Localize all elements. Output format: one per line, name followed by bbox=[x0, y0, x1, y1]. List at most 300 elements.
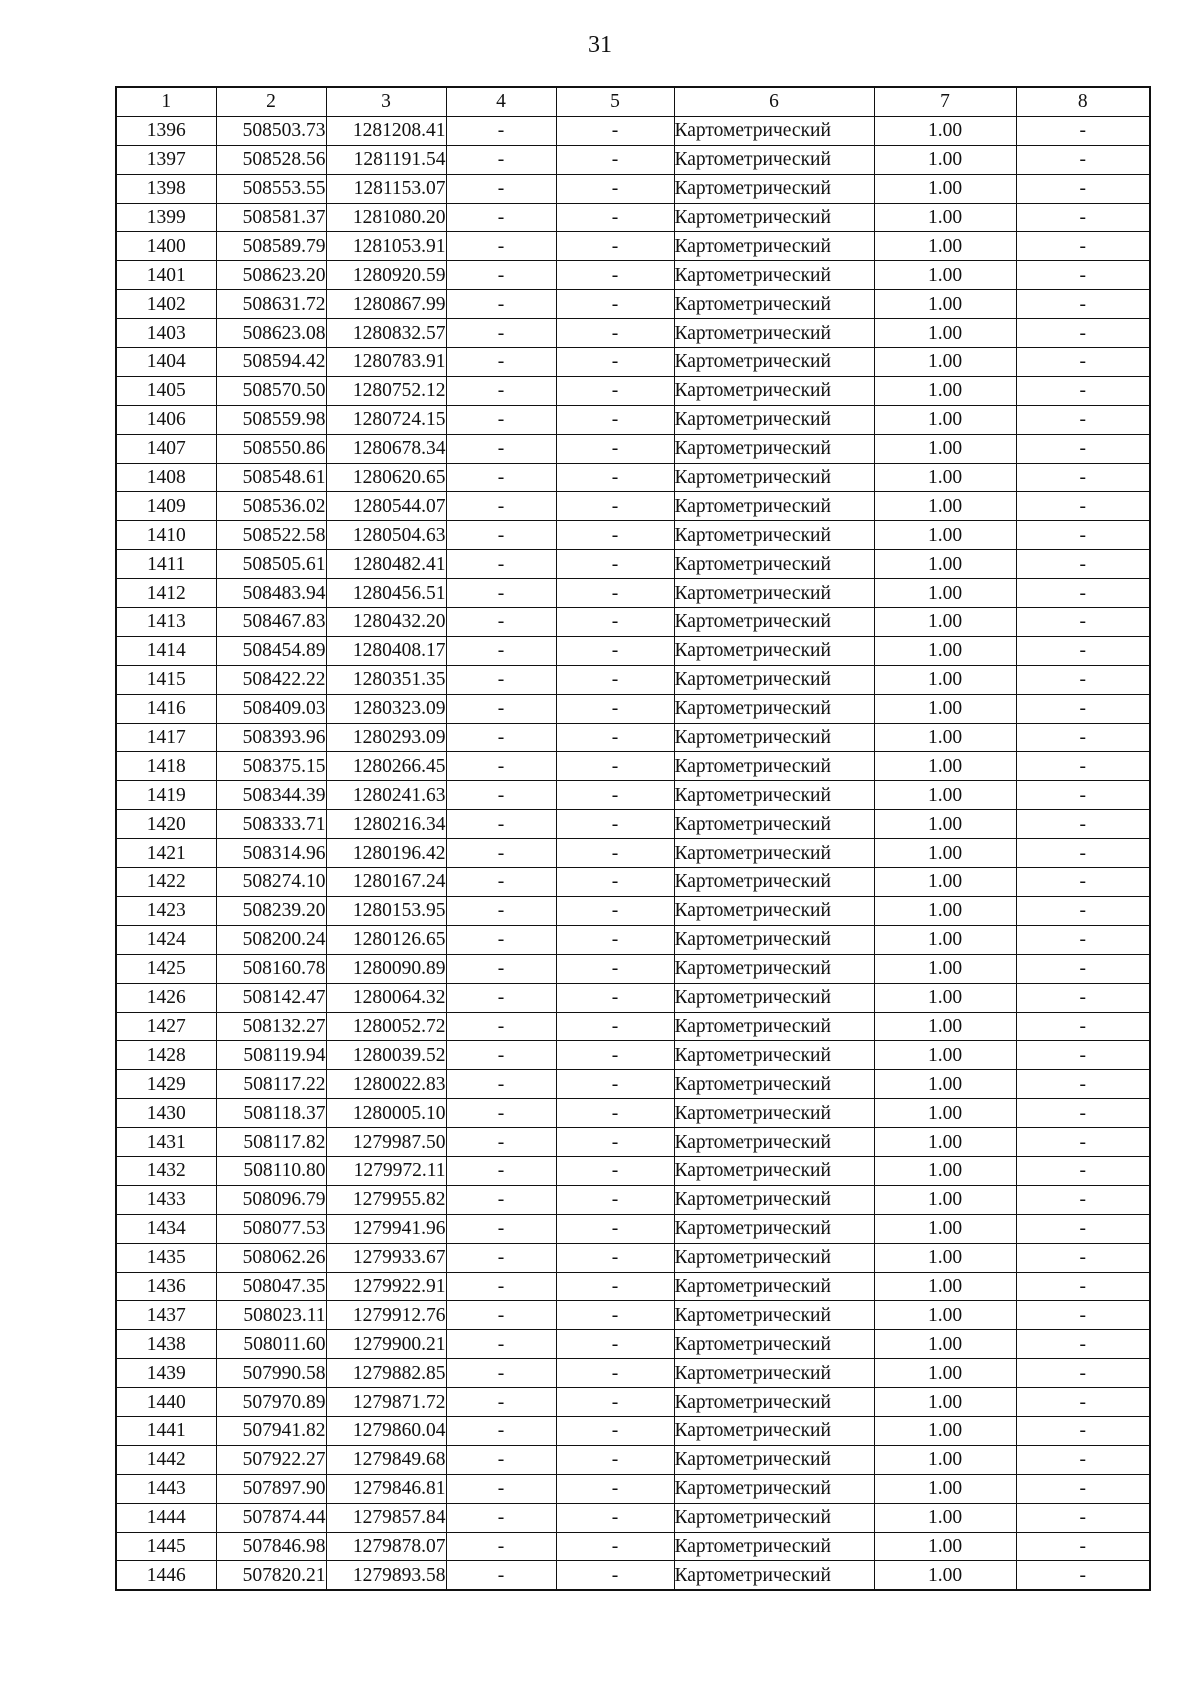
col-5-value: - bbox=[556, 463, 674, 492]
point-number: 1415 bbox=[116, 665, 216, 694]
col-4-value: - bbox=[446, 694, 556, 723]
accuracy: 1.00 bbox=[874, 983, 1016, 1012]
header-row bbox=[116, 87, 1150, 116]
col-8-value: - bbox=[1016, 145, 1150, 174]
y-coordinate: 1280064.32 bbox=[326, 983, 446, 1012]
y-coordinate: 1280351.35 bbox=[326, 665, 446, 694]
accuracy: 1.00 bbox=[874, 925, 1016, 954]
accuracy: 1.00 bbox=[874, 290, 1016, 319]
point-number: 1396 bbox=[116, 116, 216, 145]
col-4-value: - bbox=[446, 1503, 556, 1532]
col-4-value: - bbox=[446, 1041, 556, 1070]
x-coordinate: 508422.22 bbox=[216, 665, 326, 694]
col-5-value: - bbox=[556, 174, 674, 203]
col-5-value: - bbox=[556, 145, 674, 174]
y-coordinate: 1280052.72 bbox=[326, 1012, 446, 1041]
method: Картометрический bbox=[674, 1070, 874, 1099]
x-coordinate: 507874.44 bbox=[216, 1503, 326, 1532]
y-coordinate: 1280408.17 bbox=[326, 636, 446, 665]
x-coordinate: 508333.71 bbox=[216, 810, 326, 839]
accuracy: 1.00 bbox=[874, 1214, 1016, 1243]
col-8-value: - bbox=[1016, 521, 1150, 550]
point-number: 1402 bbox=[116, 290, 216, 319]
table-row bbox=[116, 203, 1150, 232]
table-row bbox=[116, 868, 1150, 897]
table-row bbox=[116, 521, 1150, 550]
method: Картометрический bbox=[674, 752, 874, 781]
col-4-value: - bbox=[446, 1185, 556, 1214]
col-8-value: - bbox=[1016, 348, 1150, 377]
x-coordinate: 508548.61 bbox=[216, 463, 326, 492]
y-coordinate: 1279878.07 bbox=[326, 1532, 446, 1561]
col-8-value: - bbox=[1016, 261, 1150, 290]
table-row bbox=[116, 1272, 1150, 1301]
col-4-value: - bbox=[446, 954, 556, 983]
y-coordinate: 1280752.12 bbox=[326, 376, 446, 405]
accuracy: 1.00 bbox=[874, 203, 1016, 232]
method: Картометрический bbox=[674, 1128, 874, 1157]
col-8-value: - bbox=[1016, 463, 1150, 492]
accuracy: 1.00 bbox=[874, 1503, 1016, 1532]
point-number: 1426 bbox=[116, 983, 216, 1012]
x-coordinate: 508117.82 bbox=[216, 1128, 326, 1157]
method: Картометрический bbox=[674, 376, 874, 405]
method: Картометрический bbox=[674, 174, 874, 203]
table-row bbox=[116, 405, 1150, 434]
col-8-value: - bbox=[1016, 376, 1150, 405]
method: Картометрический bbox=[674, 579, 874, 608]
accuracy: 1.00 bbox=[874, 752, 1016, 781]
point-number: 1411 bbox=[116, 550, 216, 579]
x-coordinate: 508522.58 bbox=[216, 521, 326, 550]
y-coordinate: 1280783.91 bbox=[326, 348, 446, 377]
x-coordinate: 508559.98 bbox=[216, 405, 326, 434]
y-coordinate: 1281208.41 bbox=[326, 116, 446, 145]
method: Картометрический bbox=[674, 492, 874, 521]
point-number: 1427 bbox=[116, 1012, 216, 1041]
accuracy: 1.00 bbox=[874, 145, 1016, 174]
accuracy: 1.00 bbox=[874, 810, 1016, 839]
point-number: 1405 bbox=[116, 376, 216, 405]
method: Картометрический bbox=[674, 1272, 874, 1301]
x-coordinate: 508047.35 bbox=[216, 1272, 326, 1301]
x-coordinate: 508077.53 bbox=[216, 1214, 326, 1243]
table-row bbox=[116, 608, 1150, 637]
col-8-value: - bbox=[1016, 925, 1150, 954]
col-8-value: - bbox=[1016, 174, 1150, 203]
y-coordinate: 1279857.84 bbox=[326, 1503, 446, 1532]
table-row bbox=[116, 752, 1150, 781]
table-row bbox=[116, 1214, 1150, 1243]
col-5-value: - bbox=[556, 1214, 674, 1243]
y-coordinate: 1279922.91 bbox=[326, 1272, 446, 1301]
col-4-value: - bbox=[446, 1532, 556, 1561]
y-coordinate: 1280167.24 bbox=[326, 868, 446, 897]
x-coordinate: 508314.96 bbox=[216, 839, 326, 868]
accuracy: 1.00 bbox=[874, 1070, 1016, 1099]
point-number: 1441 bbox=[116, 1416, 216, 1445]
accuracy: 1.00 bbox=[874, 1388, 1016, 1417]
table-row bbox=[116, 579, 1150, 608]
point-number: 1425 bbox=[116, 954, 216, 983]
table-row bbox=[116, 348, 1150, 377]
x-coordinate: 507846.98 bbox=[216, 1532, 326, 1561]
col-8-value: - bbox=[1016, 1185, 1150, 1214]
x-coordinate: 508505.61 bbox=[216, 550, 326, 579]
col-4-value: - bbox=[446, 261, 556, 290]
x-coordinate: 508581.37 bbox=[216, 203, 326, 232]
col-4-value: - bbox=[446, 1561, 556, 1590]
col-4-value: - bbox=[446, 550, 556, 579]
method: Картометрический bbox=[674, 261, 874, 290]
col-5-value: - bbox=[556, 1301, 674, 1330]
method: Картометрический bbox=[674, 463, 874, 492]
method: Картометрический bbox=[674, 521, 874, 550]
col-4-value: - bbox=[446, 839, 556, 868]
col-5-value: - bbox=[556, 954, 674, 983]
col-8-value: - bbox=[1016, 636, 1150, 665]
point-number: 1442 bbox=[116, 1445, 216, 1474]
point-number: 1432 bbox=[116, 1156, 216, 1185]
method: Картометрический bbox=[674, 1243, 874, 1272]
table-row bbox=[116, 1185, 1150, 1214]
col-8-value: - bbox=[1016, 868, 1150, 897]
table-row bbox=[116, 1388, 1150, 1417]
table-row bbox=[116, 463, 1150, 492]
y-coordinate: 1280544.07 bbox=[326, 492, 446, 521]
point-number: 1410 bbox=[116, 521, 216, 550]
point-number: 1445 bbox=[116, 1532, 216, 1561]
point-number: 1404 bbox=[116, 348, 216, 377]
table-row bbox=[116, 1445, 1150, 1474]
col-8-value: - bbox=[1016, 434, 1150, 463]
point-number: 1407 bbox=[116, 434, 216, 463]
col-5-value: - bbox=[556, 521, 674, 550]
col-4-value: - bbox=[446, 376, 556, 405]
col-4-value: - bbox=[446, 579, 556, 608]
table-header bbox=[116, 87, 1150, 116]
accuracy: 1.00 bbox=[874, 896, 1016, 925]
method: Картометрический bbox=[674, 1156, 874, 1185]
page-number: 31 bbox=[588, 32, 612, 58]
method: Картометрический bbox=[674, 1041, 874, 1070]
table-row bbox=[116, 1330, 1150, 1359]
y-coordinate: 1279871.72 bbox=[326, 1388, 446, 1417]
table-row bbox=[116, 319, 1150, 348]
y-coordinate: 1280323.09 bbox=[326, 694, 446, 723]
col-8-value: - bbox=[1016, 1156, 1150, 1185]
col-8-value: - bbox=[1016, 1445, 1150, 1474]
accuracy: 1.00 bbox=[874, 319, 1016, 348]
x-coordinate: 507922.27 bbox=[216, 1445, 326, 1474]
y-coordinate: 1280126.65 bbox=[326, 925, 446, 954]
y-coordinate: 1281153.07 bbox=[326, 174, 446, 203]
col-8-value: - bbox=[1016, 839, 1150, 868]
x-coordinate: 508117.22 bbox=[216, 1070, 326, 1099]
accuracy: 1.00 bbox=[874, 608, 1016, 637]
col-8-value: - bbox=[1016, 1012, 1150, 1041]
point-number: 1418 bbox=[116, 752, 216, 781]
table-row bbox=[116, 1128, 1150, 1157]
col-4-value: - bbox=[446, 1128, 556, 1157]
col-5-value: - bbox=[556, 1099, 674, 1128]
point-number: 1443 bbox=[116, 1474, 216, 1503]
accuracy: 1.00 bbox=[874, 1330, 1016, 1359]
point-number: 1444 bbox=[116, 1503, 216, 1532]
col-4-value: - bbox=[446, 319, 556, 348]
y-coordinate: 1279849.68 bbox=[326, 1445, 446, 1474]
col-4-value: - bbox=[446, 434, 556, 463]
y-coordinate: 1280724.15 bbox=[326, 405, 446, 434]
col-4-value: - bbox=[446, 1416, 556, 1445]
method: Картометрический bbox=[674, 1359, 874, 1388]
table-row bbox=[116, 694, 1150, 723]
col-5-value: - bbox=[556, 608, 674, 637]
accuracy: 1.00 bbox=[874, 868, 1016, 897]
col-5-value: - bbox=[556, 1359, 674, 1388]
method: Картометрический bbox=[674, 925, 874, 954]
y-coordinate: 1280293.09 bbox=[326, 723, 446, 752]
accuracy: 1.00 bbox=[874, 348, 1016, 377]
col-8-value: - bbox=[1016, 1561, 1150, 1590]
x-coordinate: 507941.82 bbox=[216, 1416, 326, 1445]
col-5-value: - bbox=[556, 319, 674, 348]
table-row bbox=[116, 1503, 1150, 1532]
accuracy: 1.00 bbox=[874, 1445, 1016, 1474]
point-number: 1413 bbox=[116, 608, 216, 637]
x-coordinate: 508483.94 bbox=[216, 579, 326, 608]
col-8-value: - bbox=[1016, 1503, 1150, 1532]
method: Картометрический bbox=[674, 694, 874, 723]
method: Картометрический bbox=[674, 1445, 874, 1474]
col-4-value: - bbox=[446, 1099, 556, 1128]
method: Картометрический bbox=[674, 954, 874, 983]
col-5-value: - bbox=[556, 810, 674, 839]
method: Картометрический bbox=[674, 636, 874, 665]
col-8-value: - bbox=[1016, 723, 1150, 752]
col-8-value: - bbox=[1016, 1330, 1150, 1359]
y-coordinate: 1280482.41 bbox=[326, 550, 446, 579]
col-4-value: - bbox=[446, 116, 556, 145]
point-number: 1414 bbox=[116, 636, 216, 665]
col-5-value: - bbox=[556, 1532, 674, 1561]
col-5-value: - bbox=[556, 723, 674, 752]
accuracy: 1.00 bbox=[874, 1272, 1016, 1301]
point-number: 1412 bbox=[116, 579, 216, 608]
col-4-value: - bbox=[446, 145, 556, 174]
point-number: 1403 bbox=[116, 319, 216, 348]
method: Картометрический bbox=[674, 983, 874, 1012]
x-coordinate: 508132.27 bbox=[216, 1012, 326, 1041]
accuracy: 1.00 bbox=[874, 492, 1016, 521]
col-4-value: - bbox=[446, 810, 556, 839]
point-number: 1398 bbox=[116, 174, 216, 203]
table-row bbox=[116, 232, 1150, 261]
method: Картометрический bbox=[674, 1012, 874, 1041]
point-number: 1434 bbox=[116, 1214, 216, 1243]
column-header-8: 8 bbox=[1016, 87, 1150, 116]
accuracy: 1.00 bbox=[874, 781, 1016, 810]
col-8-value: - bbox=[1016, 550, 1150, 579]
point-number: 1439 bbox=[116, 1359, 216, 1388]
method: Картометрический bbox=[674, 434, 874, 463]
table-row bbox=[116, 810, 1150, 839]
col-4-value: - bbox=[446, 608, 556, 637]
y-coordinate: 1279972.11 bbox=[326, 1156, 446, 1185]
table-row bbox=[116, 145, 1150, 174]
method: Картометрический bbox=[674, 839, 874, 868]
col-8-value: - bbox=[1016, 665, 1150, 694]
col-8-value: - bbox=[1016, 1301, 1150, 1330]
col-8-value: - bbox=[1016, 1359, 1150, 1388]
x-coordinate: 508110.80 bbox=[216, 1156, 326, 1185]
col-4-value: - bbox=[446, 232, 556, 261]
table-row bbox=[116, 376, 1150, 405]
col-5-value: - bbox=[556, 1012, 674, 1041]
y-coordinate: 1279941.96 bbox=[326, 1214, 446, 1243]
col-8-value: - bbox=[1016, 1416, 1150, 1445]
col-5-value: - bbox=[556, 203, 674, 232]
col-8-value: - bbox=[1016, 1388, 1150, 1417]
y-coordinate: 1279882.85 bbox=[326, 1359, 446, 1388]
table-row bbox=[116, 665, 1150, 694]
col-4-value: - bbox=[446, 290, 556, 319]
col-4-value: - bbox=[446, 1272, 556, 1301]
col-5-value: - bbox=[556, 348, 674, 377]
accuracy: 1.00 bbox=[874, 1359, 1016, 1388]
method: Картометрический bbox=[674, 232, 874, 261]
col-5-value: - bbox=[556, 665, 674, 694]
accuracy: 1.00 bbox=[874, 839, 1016, 868]
col-8-value: - bbox=[1016, 1272, 1150, 1301]
col-5-value: - bbox=[556, 1445, 674, 1474]
table-row bbox=[116, 954, 1150, 983]
table-row bbox=[116, 1416, 1150, 1445]
point-number: 1428 bbox=[116, 1041, 216, 1070]
x-coordinate: 508274.10 bbox=[216, 868, 326, 897]
x-coordinate: 507990.58 bbox=[216, 1359, 326, 1388]
col-8-value: - bbox=[1016, 752, 1150, 781]
point-number: 1401 bbox=[116, 261, 216, 290]
col-8-value: - bbox=[1016, 319, 1150, 348]
x-coordinate: 508119.94 bbox=[216, 1041, 326, 1070]
col-4-value: - bbox=[446, 1243, 556, 1272]
col-8-value: - bbox=[1016, 694, 1150, 723]
x-coordinate: 508096.79 bbox=[216, 1185, 326, 1214]
method: Картометрический bbox=[674, 1474, 874, 1503]
method: Картометрический bbox=[674, 1532, 874, 1561]
method: Картометрический bbox=[674, 1301, 874, 1330]
column-header-1: 1 bbox=[116, 87, 216, 116]
col-5-value: - bbox=[556, 1185, 674, 1214]
x-coordinate: 508344.39 bbox=[216, 781, 326, 810]
y-coordinate: 1280504.63 bbox=[326, 521, 446, 550]
table-row bbox=[116, 896, 1150, 925]
accuracy: 1.00 bbox=[874, 1185, 1016, 1214]
col-4-value: - bbox=[446, 896, 556, 925]
point-number: 1409 bbox=[116, 492, 216, 521]
col-4-value: - bbox=[446, 1388, 556, 1417]
col-5-value: - bbox=[556, 492, 674, 521]
col-4-value: - bbox=[446, 752, 556, 781]
col-5-value: - bbox=[556, 1041, 674, 1070]
y-coordinate: 1280266.45 bbox=[326, 752, 446, 781]
col-8-value: - bbox=[1016, 232, 1150, 261]
x-coordinate: 508160.78 bbox=[216, 954, 326, 983]
table-row bbox=[116, 1243, 1150, 1272]
method: Картометрический bbox=[674, 1214, 874, 1243]
col-4-value: - bbox=[446, 723, 556, 752]
accuracy: 1.00 bbox=[874, 723, 1016, 752]
col-5-value: - bbox=[556, 1156, 674, 1185]
col-4-value: - bbox=[446, 1474, 556, 1503]
point-number: 1397 bbox=[116, 145, 216, 174]
x-coordinate: 508503.73 bbox=[216, 116, 326, 145]
col-4-value: - bbox=[446, 174, 556, 203]
col-4-value: - bbox=[446, 781, 556, 810]
method: Картометрический bbox=[674, 868, 874, 897]
accuracy: 1.00 bbox=[874, 174, 1016, 203]
accuracy: 1.00 bbox=[874, 1243, 1016, 1272]
col-4-value: - bbox=[446, 348, 556, 377]
y-coordinate: 1280153.95 bbox=[326, 896, 446, 925]
col-8-value: - bbox=[1016, 1532, 1150, 1561]
accuracy: 1.00 bbox=[874, 1156, 1016, 1185]
method: Картометрический bbox=[674, 896, 874, 925]
col-5-value: - bbox=[556, 1243, 674, 1272]
col-8-value: - bbox=[1016, 1070, 1150, 1099]
table-row bbox=[116, 925, 1150, 954]
col-5-value: - bbox=[556, 579, 674, 608]
point-number: 1437 bbox=[116, 1301, 216, 1330]
accuracy: 1.00 bbox=[874, 579, 1016, 608]
col-8-value: - bbox=[1016, 492, 1150, 521]
method: Картометрический bbox=[674, 1185, 874, 1214]
accuracy: 1.00 bbox=[874, 376, 1016, 405]
x-coordinate: 508239.20 bbox=[216, 896, 326, 925]
point-number: 1420 bbox=[116, 810, 216, 839]
col-8-value: - bbox=[1016, 116, 1150, 145]
x-coordinate: 508594.42 bbox=[216, 348, 326, 377]
accuracy: 1.00 bbox=[874, 405, 1016, 434]
method: Картометрический bbox=[674, 1561, 874, 1590]
method: Картометрический bbox=[674, 319, 874, 348]
y-coordinate: 1279860.04 bbox=[326, 1416, 446, 1445]
col-5-value: - bbox=[556, 261, 674, 290]
x-coordinate: 508454.89 bbox=[216, 636, 326, 665]
x-coordinate: 508623.20 bbox=[216, 261, 326, 290]
table-row bbox=[116, 116, 1150, 145]
x-coordinate: 508553.55 bbox=[216, 174, 326, 203]
point-number: 1435 bbox=[116, 1243, 216, 1272]
y-coordinate: 1280022.83 bbox=[326, 1070, 446, 1099]
col-5-value: - bbox=[556, 983, 674, 1012]
col-5-value: - bbox=[556, 781, 674, 810]
col-5-value: - bbox=[556, 116, 674, 145]
col-8-value: - bbox=[1016, 896, 1150, 925]
point-number: 1433 bbox=[116, 1185, 216, 1214]
accuracy: 1.00 bbox=[874, 1012, 1016, 1041]
column-header-6: 6 bbox=[674, 87, 874, 116]
y-coordinate: 1280090.89 bbox=[326, 954, 446, 983]
point-number: 1408 bbox=[116, 463, 216, 492]
col-4-value: - bbox=[446, 983, 556, 1012]
y-coordinate: 1279912.76 bbox=[326, 1301, 446, 1330]
accuracy: 1.00 bbox=[874, 261, 1016, 290]
y-coordinate: 1281191.54 bbox=[326, 145, 446, 174]
y-coordinate: 1279900.21 bbox=[326, 1330, 446, 1359]
x-coordinate: 508409.03 bbox=[216, 694, 326, 723]
